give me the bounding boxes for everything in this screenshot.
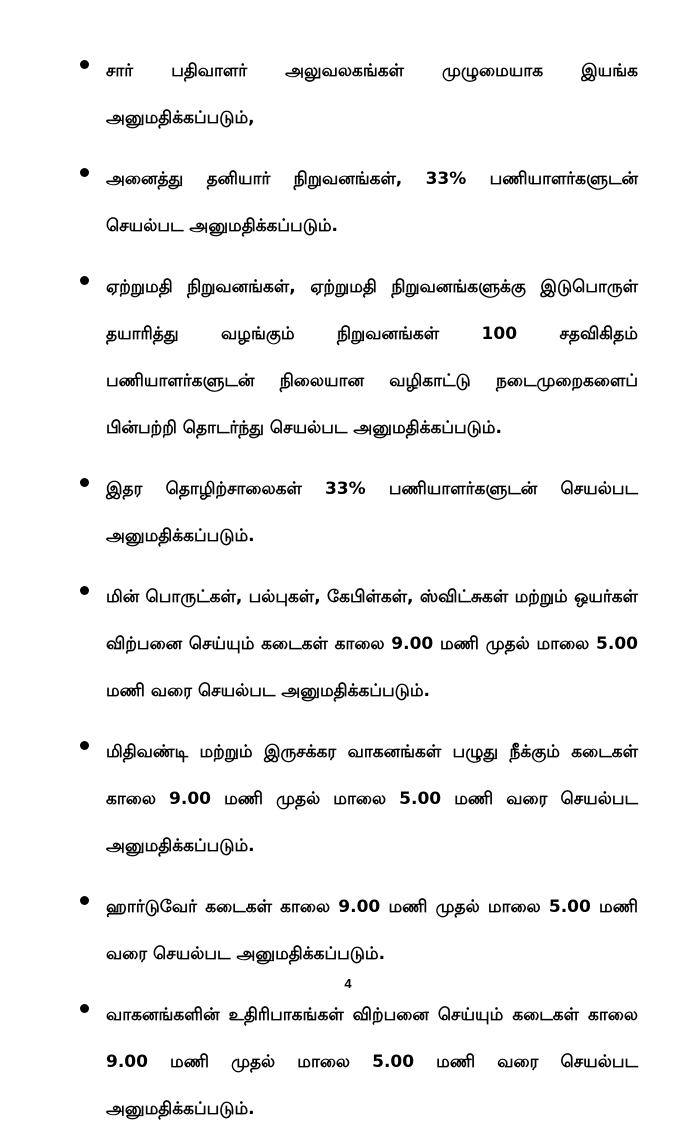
list-item xyxy=(0,574,696,715)
list-item xyxy=(0,48,696,142)
list-item xyxy=(0,264,696,452)
page-number: 4 xyxy=(344,976,352,991)
bullet-icon xyxy=(80,478,89,487)
list-item-text: ஹார்டுவேர் கடைகள் காலை 9.00 மணி முதல் மாலை 5.00 மணி வரை செயல்பட அனுமதிக்கப்படும். xyxy=(106,897,638,964)
bullet-icon xyxy=(80,276,89,285)
list-item xyxy=(0,466,696,560)
list-item-text: மிதிவண்டி மற்றும் இருசக்கர வாகனங்கள் பழுது நீக்கும் கடைகள் காலை 9.00 மணி முதல் மாலை 5.00 மணி வரை செயல்பட அனுமதிக்கப்படும். xyxy=(106,742,638,856)
list-item-text: ஏற்றுமதி நிறுவனங்கள், ஏற்றுமதி நிறுவனங்களுக்கு இடுபொருள் தயாரித்து வழங்கும் நிறுவனங்கள் 100 சதவிகிதம் பணியாளர்களுடன் நிலையான வழிகாட்டு நடைமுறைகளைப் பின்பற்றி தொடர்ந்து செயல்பட அனுமதிக்கப்படும். xyxy=(106,277,638,438)
list-item xyxy=(0,729,696,870)
list-item-text: சார் பதிவாளர் அலுவலகங்கள் முழுமையாக இயங்க அனுமதிக்கப்படும், xyxy=(106,61,638,128)
bullet-icon xyxy=(80,1004,89,1013)
list-item-text: அனைத்து தனியார் நிறுவனங்கள், 33% பணியாளர்களுடன் செயல்பட அனுமதிக்கப்படும். xyxy=(106,169,638,236)
list-item-text: இதர தொழிற்சாலைகள் 33% பணியாளர்களுடன் செயல்பட அனுமதிக்கப்படும். xyxy=(106,479,638,546)
bullet-icon xyxy=(80,60,89,69)
bullet-icon xyxy=(80,896,89,905)
list-item-text: வாகனங்களின் உதிரிபாகங்கள் விற்பனை செய்யும் கடைகள் காலை 9.00 மணி முதல் மாலை 5.00 மணி வரை செயல்பட அனுமதிக்கப்படும். xyxy=(106,1005,638,1119)
bullet-icon xyxy=(80,586,89,595)
bullet-icon xyxy=(80,741,89,750)
list-item-text: மின் பொருட்கள், பல்புகள், கேபிள்கள், ஸ்விட்சுகள் மற்றும் ஒயர்கள் விற்பனை செய்யும் கடைகள் காலை 9.00 மணி முதல் மாலை 5.00 மணி வரை செயல்பட அனுமதிக்கப்படும். xyxy=(106,587,638,701)
list-item xyxy=(0,992,696,1133)
list-item xyxy=(0,156,696,250)
list-item xyxy=(0,884,696,978)
bullet-icon xyxy=(80,168,89,177)
